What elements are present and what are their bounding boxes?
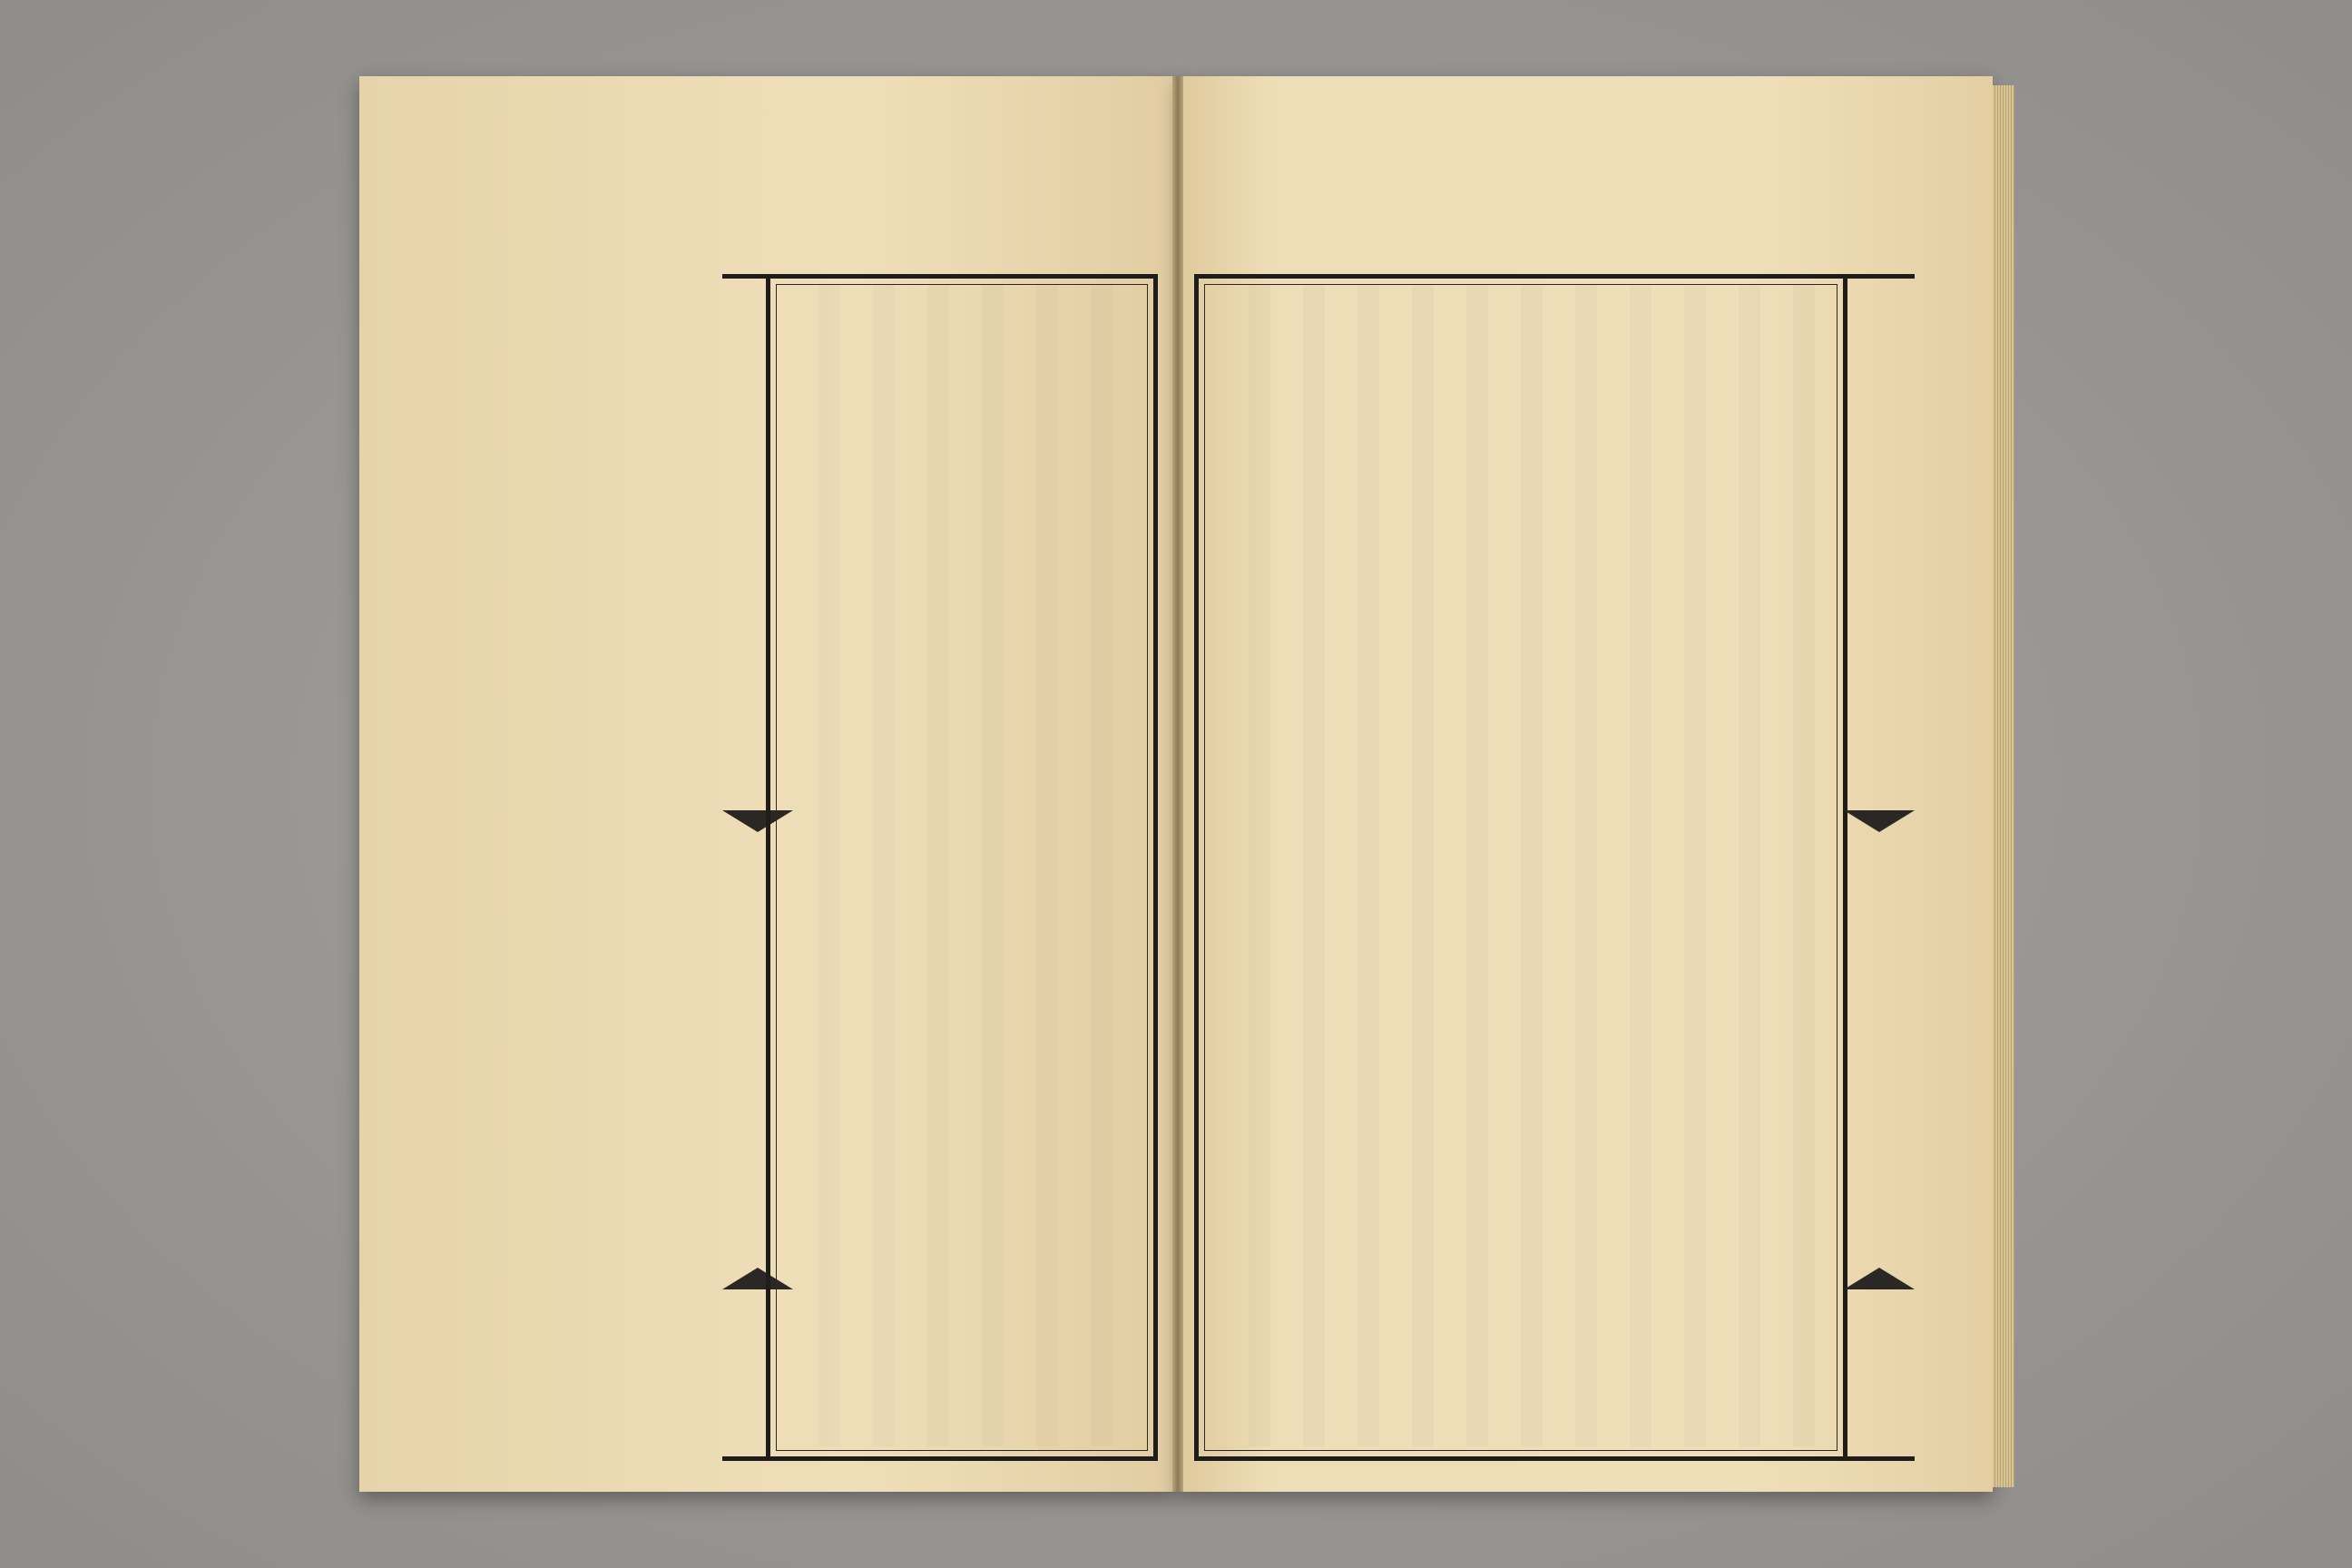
right-fishtail-upper [1844, 810, 1915, 832]
open-book [359, 76, 2011, 1492]
right-block-heart [1844, 274, 1915, 1461]
page-edges [1993, 85, 2014, 1487]
book-gutter [1172, 76, 1183, 1492]
left-text-columns [777, 283, 1147, 1454]
right-text-columns [1205, 283, 1837, 1454]
right-fishtail-lower [1844, 1268, 1915, 1289]
